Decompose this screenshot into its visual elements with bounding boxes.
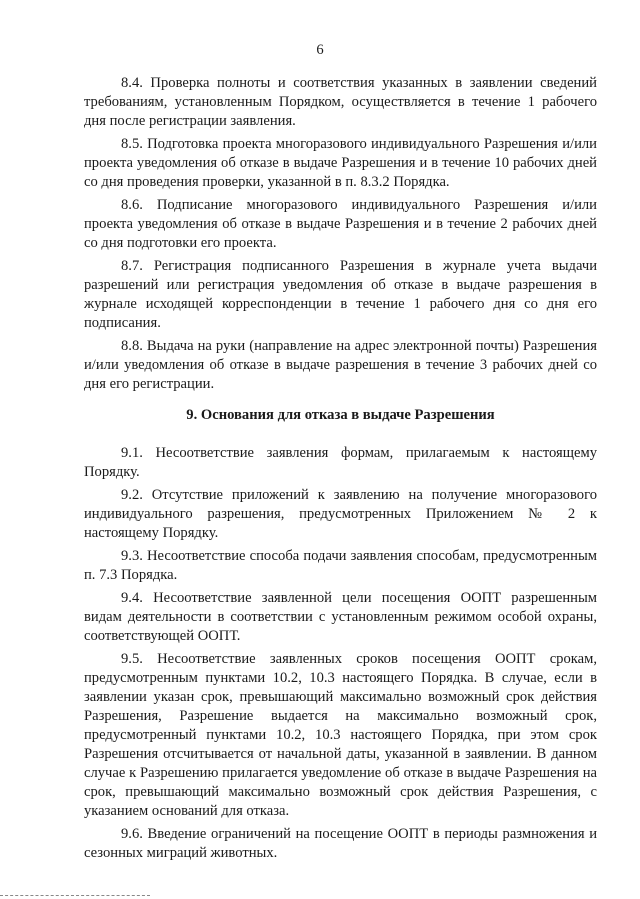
paragraph-9-5: 9.5. Несоответствие заявленных сроков посещения ООПТ срокам, предусмотренным пунктами 10.2, 10.3 настоящего Порядка. В случае, если в заявлении указан срок, превышающий максимально возможный срок действия Разрешения, Разрешение выдается на максимально возможный срок, предусмотренный пунктами 10.2, 10.3 настоящего Порядка, при этом срок Разрешения отсчитывается от начальной даты, указанной в заявлении. В данном случае к Разрешению прилагается уведомление об отказе в выдаче Разрешения на срок, превышающий максимально возможный срок действия Разрешения, с указанием оснований для отказа. xyxy=(84,651,597,819)
section-9-title: 9. Основания для отказа в выдаче Разрешения xyxy=(186,407,495,423)
paragraph-9-2: 9.2. Отсутствие приложений к заявлению на получение многоразового индивидуального разрешения, предусмотренных Приложением № 2 к настоящему Порядку. xyxy=(84,487,597,541)
paragraph-8-4: 8.4. Проверка полноты и соответствия указанных в заявлении сведений требованиям, установленным Порядком, осуществляется в течение 1 рабочего дня после регистрации заявления. xyxy=(84,75,597,129)
paragraph-9-6: 9.6. Введение ограничений на посещение ООПТ в периоды размножения и сезонных миграций животных. xyxy=(84,826,597,861)
paragraph-9-4: 9.4. Несоответствие заявленной цели посещения ООПТ разрешенным видам деятельности в соответствии с установленным режимом особой охраны, соответствующей ООПТ. xyxy=(84,590,597,644)
paragraph-8-7: 8.7. Регистрация подписанного Разрешения в журнале учета выдачи разрешений или регистрация уведомления об отказе в выдаче разрешения в журнале исходящей корреспонденции в течение 1 рабочего дня со дня его подписания. xyxy=(84,258,597,331)
paragraph-8-6: 8.6. Подписание многоразового индивидуального Разрешения и/или проекта уведомления об отказе в выдаче Разрешения и в течение 2 рабочих дней со дня подготовки его проекта. xyxy=(84,197,597,251)
footer-divider xyxy=(0,895,150,896)
paragraph-9-1: 9.1. Несоответствие заявления формам, прилагаемым к настоящему Порядку. xyxy=(84,445,597,480)
paragraph-9-3: 9.3. Несоответствие способа подачи заявления способам, предусмотренным п. 7.3 Порядка. xyxy=(84,548,597,583)
page-number: 6 xyxy=(316,42,324,58)
document-body xyxy=(84,74,597,867)
paragraph-8-8: 8.8. Выдача на руки (направление на адрес электронной почты) Разрешения и/или уведомления об отказе в выдаче разрешения в течение 3 рабочих дней со дня его регистрации. xyxy=(84,338,597,392)
paragraph-8-5: 8.5. Подготовка проекта многоразового индивидуального Разрешения и/или проекта уведомления об отказе в выдаче Разрешения и в течение 10 рабочих дней со дня проведения проверки, указанной в п. 8.3.2 Порядка. xyxy=(84,136,597,190)
